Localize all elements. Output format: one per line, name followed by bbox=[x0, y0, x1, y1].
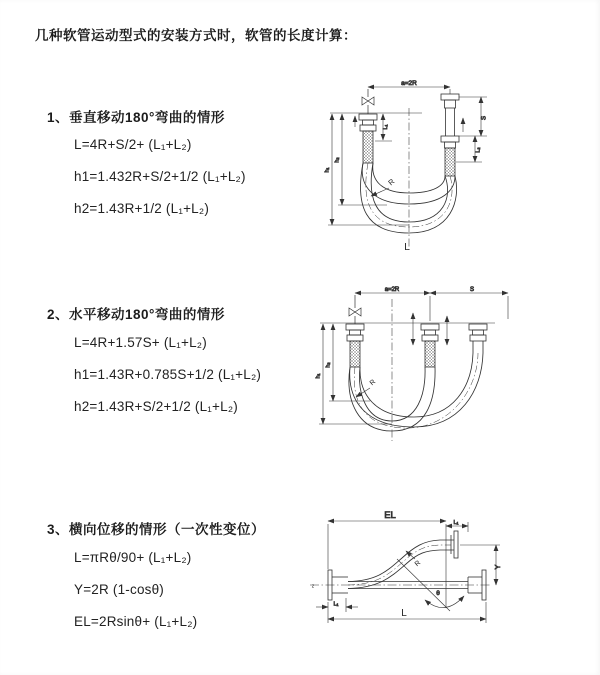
dim-label-h1: h₁ bbox=[315, 373, 322, 379]
diagram-horizontal-movement-180-bend bbox=[310, 283, 600, 451]
right-hose-fitting-moved bbox=[469, 324, 487, 341]
upper-flange bbox=[451, 531, 458, 558]
dimension-a-2R bbox=[368, 87, 450, 94]
dimension-L-bottom bbox=[328, 602, 486, 623]
dim-label-L1: L₁ bbox=[383, 124, 389, 130]
dim-label-Y: Y bbox=[495, 564, 502, 570]
dim-label-L-bottom: L bbox=[404, 242, 410, 253]
dim-label-L2: L₂ bbox=[475, 147, 482, 153]
dim-label-a2R: a=2R bbox=[401, 80, 417, 87]
dim-label-theta: θ bbox=[436, 590, 440, 597]
dim-label-R: R bbox=[386, 176, 397, 188]
dim-label-S: S bbox=[481, 115, 488, 121]
diagram-vertical-movement-180-bend bbox=[315, 72, 595, 258]
dim-label-L: L bbox=[401, 608, 407, 619]
hose-u-loops bbox=[349, 341, 483, 431]
dim-label-L1-top: L₁ bbox=[453, 520, 459, 526]
left-hose-fitting bbox=[355, 114, 377, 163]
dim-label-EL: EL bbox=[384, 510, 396, 521]
left-hose-fitting bbox=[346, 324, 364, 367]
diagram-lateral-displacement bbox=[300, 502, 600, 647]
section-1-formula-h1: h1=1.432R+S/2+1/2 (L₁+L₂) bbox=[74, 169, 246, 184]
dimension-EL bbox=[328, 521, 446, 608]
section-2-formula-h1: h1=1.43R+0.785S+1/2 (L₁+L₂) bbox=[74, 367, 262, 382]
section-3-formula-EL: EL=2Rsinθ+ (L₁+L₂) bbox=[74, 614, 198, 629]
dim-label-h1: h₁ bbox=[324, 167, 331, 173]
section-3-heading: 3、横向位移的情形（一次性变位） bbox=[47, 522, 266, 537]
section-1-heading: 1、垂直移动180°弯曲的情形 bbox=[47, 110, 225, 125]
dim-label-R: R bbox=[413, 559, 423, 569]
dimension-S bbox=[456, 97, 487, 162]
dimension-a-2R bbox=[355, 293, 508, 321]
centerline-mark: z bbox=[311, 583, 315, 590]
dim-label-S: S bbox=[469, 287, 475, 293]
dim-label-h2: h₂ bbox=[325, 362, 332, 368]
dim-label-h2: h₂ bbox=[334, 157, 341, 163]
page-title: 几种软管运动型式的安装方式时，软管的长度计算： bbox=[35, 28, 357, 43]
radius-leader bbox=[371, 188, 389, 196]
valve-icon bbox=[362, 89, 374, 114]
section-3-formula-L: L=πRθ/90+ (L₁+L₂) bbox=[74, 550, 192, 565]
section-3-formula-Y: Y=2R (1-cosθ) bbox=[74, 582, 165, 597]
right-hose-fitting bbox=[441, 94, 463, 176]
dimension-Y bbox=[460, 545, 500, 585]
dim-label-L1-left: L₁ bbox=[333, 601, 339, 608]
center-hose-fitting bbox=[421, 324, 439, 367]
section-2-formula-h2: h2=1.43R+S/2+1/2 (L₁+L₂) bbox=[74, 399, 238, 414]
section-2-formula-L: L=4R+1.57S+ (L₁+L₂) bbox=[74, 335, 207, 350]
hose-u-bend bbox=[360, 163, 456, 233]
dim-label-a2R: a=2R bbox=[384, 287, 400, 293]
section-2-heading: 2、水平移动180°弯曲的情形 bbox=[47, 307, 225, 322]
dim-label-R: R bbox=[368, 378, 378, 388]
radius-leader bbox=[406, 551, 415, 559]
radius-leader bbox=[356, 388, 370, 397]
valve-icon bbox=[349, 295, 361, 324]
section-1-formula-h2: h2=1.43R+1/2 (L₁+L₂) bbox=[74, 201, 210, 216]
section-1-formula-L: L=4R+S/2+ (L₁+L₂) bbox=[74, 137, 192, 152]
